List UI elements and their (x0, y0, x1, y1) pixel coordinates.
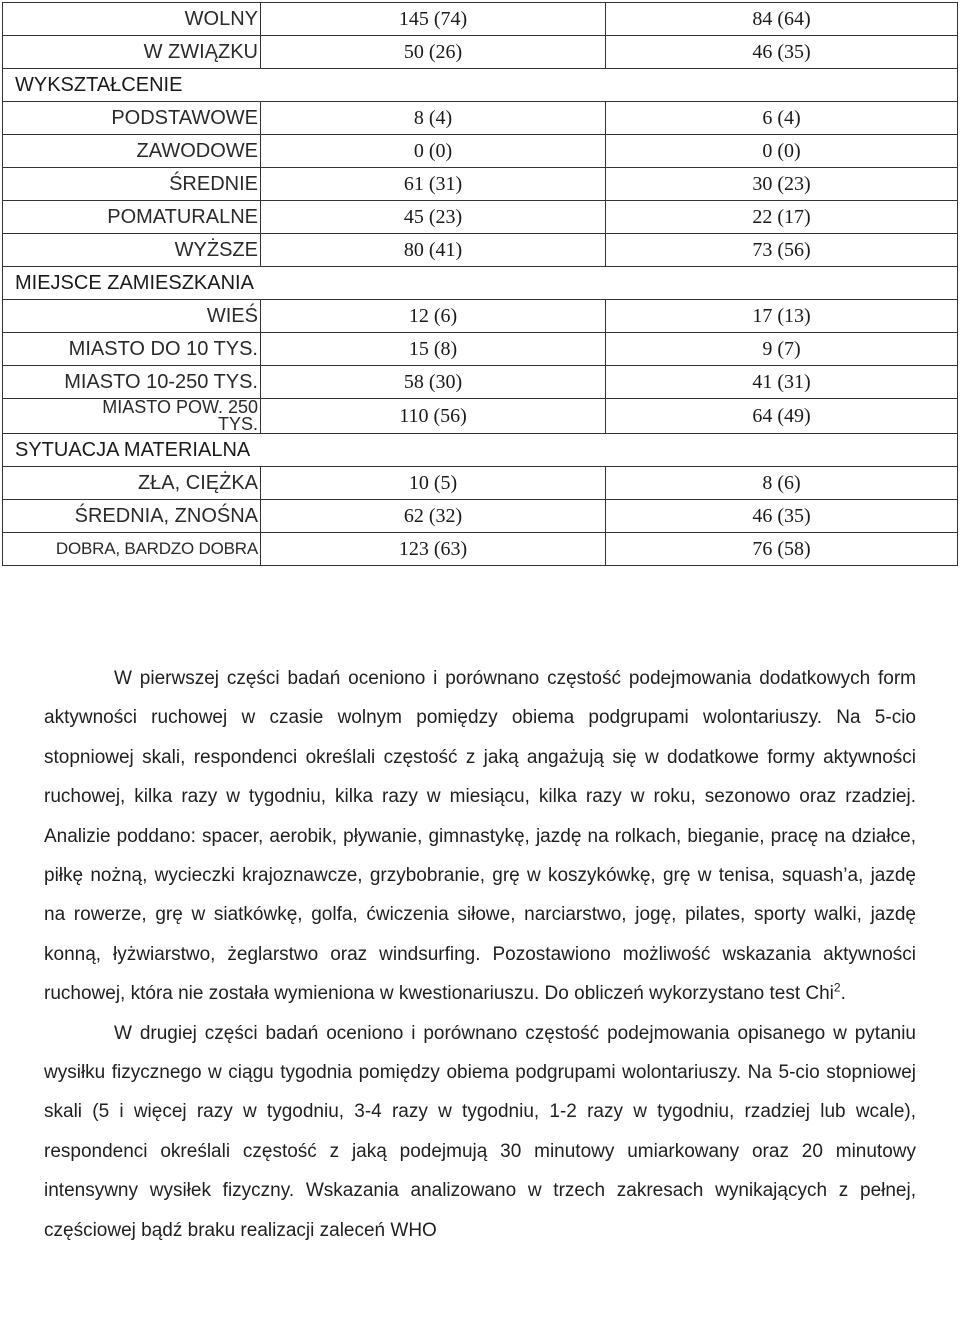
value-cell-group-2: 6 (4) (606, 102, 958, 135)
empty-cell (261, 69, 958, 102)
value-cell-group-1: 15 (8) (261, 333, 606, 366)
row-label: MIASTO 10-250 TYS. (3, 366, 261, 399)
table-row (3, 533, 958, 566)
value-cell-group-2: 73 (56) (606, 234, 958, 267)
row-label-line-2: TYS. (217, 414, 258, 434)
value-cell-group-1: 50 (26) (261, 36, 606, 69)
value-cell-group-1: 62 (32) (261, 500, 606, 533)
row-label (3, 399, 261, 434)
table-row (3, 234, 958, 267)
empty-cell (261, 434, 958, 467)
row-label: MIASTO DO 10 TYS. (3, 333, 261, 366)
value-cell-group-2: 17 (13) (606, 300, 958, 333)
empty-cell (261, 267, 958, 300)
value-cell-group-1: 45 (23) (261, 201, 606, 234)
value-cell-group-1: 58 (30) (261, 366, 606, 399)
value-cell-group-1: 145 (74) (261, 3, 606, 36)
value-cell-group-2: 46 (35) (606, 500, 958, 533)
table-row (3, 36, 958, 69)
table-body (3, 3, 958, 566)
paragraph-1-text: W pierwszej części badań oceniono i porównano częstość podejmowania dodatkowych form aktywności ruchowej w czasie wolnym pomiędzy obiema podgrupami wolontariuszy. Na 5-cio stopniowej skali, respondenci określali częstość z jaką angażują się w dodatkowe formy aktywności ruchowej, kilka razy w tygodniu, kilka razy w miesiącu, kilka razy w roku, sezonowo oraz rzadziej. Analizie poddano: spacer, aerobik, pływanie, gimnastykę, jazdę na rolkach, bieganie, pracę na działce, piłkę nożną, wycieczki krajoznawcze, grzybobranie, grę w koszykówkę, grę w tenisa, squash’a, jazdę na rowerze, grę w siatkówkę, golfa, ćwiczenia siłowe, narciarstwo, jogę, pilates, sporty walki, jazdę konną, łyżwiarstwo, żeglarstwo oraz windsurfing. Pozostawiono możliwość wskazania aktywności ruchowej, która nie została wymieniona w kwestionariuszu. Do obliczeń wykorzystano test Chi (44, 668, 916, 1005)
table-row (3, 3, 958, 36)
value-cell-group-1: 61 (31) (261, 168, 606, 201)
superscript: 2 (833, 980, 841, 995)
value-cell-group-2: 22 (17) (606, 201, 958, 234)
table-row (3, 168, 958, 201)
section-header: SYTUACJA MATERIALNA (3, 434, 261, 467)
table-section-row (3, 69, 958, 102)
value-cell-group-1: 80 (41) (261, 234, 606, 267)
row-label-line-1: MIASTO POW. 250 (102, 397, 258, 417)
table-row (3, 333, 958, 366)
value-cell-group-2: 84 (64) (606, 3, 958, 36)
section-header: WYKSZTAŁCENIE (3, 69, 261, 102)
table-row (3, 135, 958, 168)
row-label: PODSTAWOWE (3, 102, 261, 135)
row-label: WIEŚ (3, 300, 261, 333)
value-cell-group-1: 8 (4) (261, 102, 606, 135)
row-label: ŚREDNIE (3, 168, 261, 201)
row-label: DOBRA, BARDZO DOBRA (3, 533, 261, 566)
row-label: WYŻSZE (3, 234, 261, 267)
row-label: WOLNY (3, 3, 261, 36)
value-cell-group-1: 110 (56) (261, 399, 606, 434)
table-section-row (3, 434, 958, 467)
value-cell-group-2: 64 (49) (606, 399, 958, 434)
value-cell-group-1: 10 (5) (261, 467, 606, 500)
body-text (44, 659, 916, 1250)
paragraph-1 (44, 659, 916, 1014)
value-cell-group-2: 46 (35) (606, 36, 958, 69)
table-row (3, 500, 958, 533)
table-row (3, 201, 958, 234)
row-label: ZŁA, CIĘŻKA (3, 467, 261, 500)
table-row (3, 399, 958, 434)
row-label: W ZWIĄZKU (3, 36, 261, 69)
table-row (3, 467, 958, 500)
table-row (3, 102, 958, 135)
paragraph-1-end: . (840, 983, 846, 1005)
value-cell-group-1: 123 (63) (261, 533, 606, 566)
table-row (3, 300, 958, 333)
value-cell-group-1: 0 (0) (261, 135, 606, 168)
table-row (3, 366, 958, 399)
value-cell-group-2: 30 (23) (606, 168, 958, 201)
section-header: MIEJSCE ZAMIESZKANIA (3, 267, 261, 300)
paragraph-2: W drugiej części badań oceniono i porównano częstość podejmowania opisanego w pytaniu wysiłku fizycznego w ciągu tygodnia pomiędzy obiema podgrupami wolontariuszy. Na 5-cio stopniowej skali (5 i więcej razy w tygodniu, 3-4 razy w tygodniu, 1-2 razy w tygodniu, rzadziej lub wcale), respondenci określali częstość z jaką podejmują 30 minutowy umiarkowany oraz 20 minutowy intensywny wysiłek fizyczny. Wskazania analizowano w trzech zakresach wynikających z pełnej, częściowej bądź braku realizacji zaleceń WHO (44, 1022, 916, 1241)
row-label: ŚREDNIA, ZNOŚNA (3, 500, 261, 533)
value-cell-group-1: 12 (6) (261, 300, 606, 333)
value-cell-group-2: 0 (0) (606, 135, 958, 168)
row-label: ZAWODOWE (3, 135, 261, 168)
value-cell-group-2: 41 (31) (606, 366, 958, 399)
value-cell-group-2: 8 (6) (606, 467, 958, 500)
value-cell-group-2: 76 (58) (606, 533, 958, 566)
table-section-row (3, 267, 958, 300)
row-label: POMATURALNE (3, 201, 261, 234)
value-cell-group-2: 9 (7) (606, 333, 958, 366)
demographics-table (2, 2, 958, 566)
